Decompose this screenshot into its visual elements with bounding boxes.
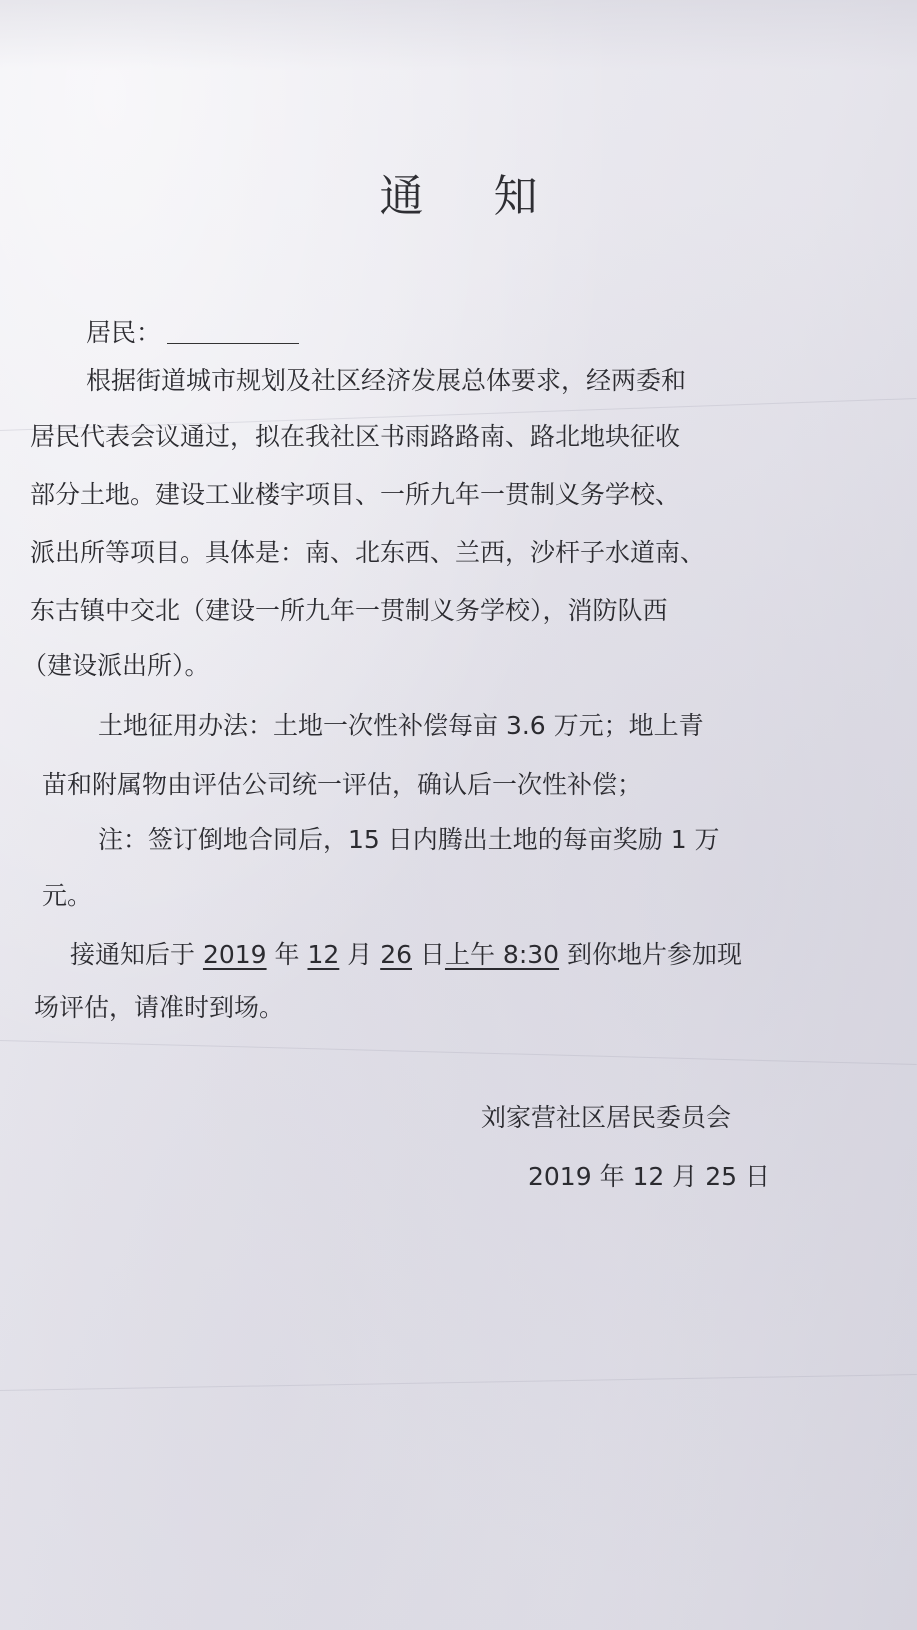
- paragraph1-line: 根据街道城市规划及社区经济发展总体要求，经两委和: [86, 366, 687, 395]
- paper-shadow: [0, 0, 917, 70]
- salutation-line: [86, 315, 299, 351]
- appointment-year: 2019: [202, 940, 267, 969]
- paper-crease: [0, 1040, 917, 1065]
- day-unit: 日: [412, 940, 445, 969]
- issue-date: 2019 年 12 月 25 日: [528, 1162, 770, 1191]
- appointment-time: 上午 8:30: [444, 940, 560, 969]
- paragraph3-line: 元。: [42, 881, 93, 910]
- paragraph2-line: 土地征用办法：土地一次性补偿每亩 3.6 万元；地上青: [98, 711, 704, 740]
- paragraph4-prefix: 接通知后于: [70, 940, 203, 969]
- month-unit: 月: [339, 940, 381, 969]
- salutation: 居民：: [86, 318, 162, 347]
- paragraph1-line: （建设派出所）。: [22, 651, 210, 680]
- issuer-signature: 刘家营社区居民委员会: [481, 1103, 732, 1132]
- paper-crease: [0, 1374, 917, 1391]
- paragraph1-line: 派出所等项目。具体是：南、北东西、兰西，沙杆子水道南、: [30, 538, 706, 567]
- paragraph4-suffix: 到你地片参加现: [559, 940, 743, 969]
- paragraph1-line: 部分土地。建设工业楼宇项目、一所九年一贯制义务学校、: [30, 480, 681, 509]
- paragraph1-line: 居民代表会议通过，拟在我社区书雨路路南、路北地块征收: [30, 422, 681, 451]
- resident-name-blank: [167, 319, 299, 344]
- notice-title: 通知: [379, 171, 608, 222]
- paragraph2-line: 苗和附属物由评估公司统一评估，确认后一次性补偿；: [42, 770, 643, 799]
- paragraph1-line: 东古镇中交北（建设一所九年一贯制义务学校），消防队西: [30, 596, 668, 625]
- paragraph4-line: [70, 937, 742, 973]
- year-unit: 年: [266, 940, 308, 969]
- appointment-day: 26: [380, 940, 413, 969]
- paragraph3-line: 注：签订倒地合同后，15 日内腾出土地的每亩奖励 1 万: [98, 825, 720, 854]
- appointment-month: 12: [307, 940, 340, 969]
- paragraph4-line2: 场评估，请准时到场。: [34, 993, 285, 1022]
